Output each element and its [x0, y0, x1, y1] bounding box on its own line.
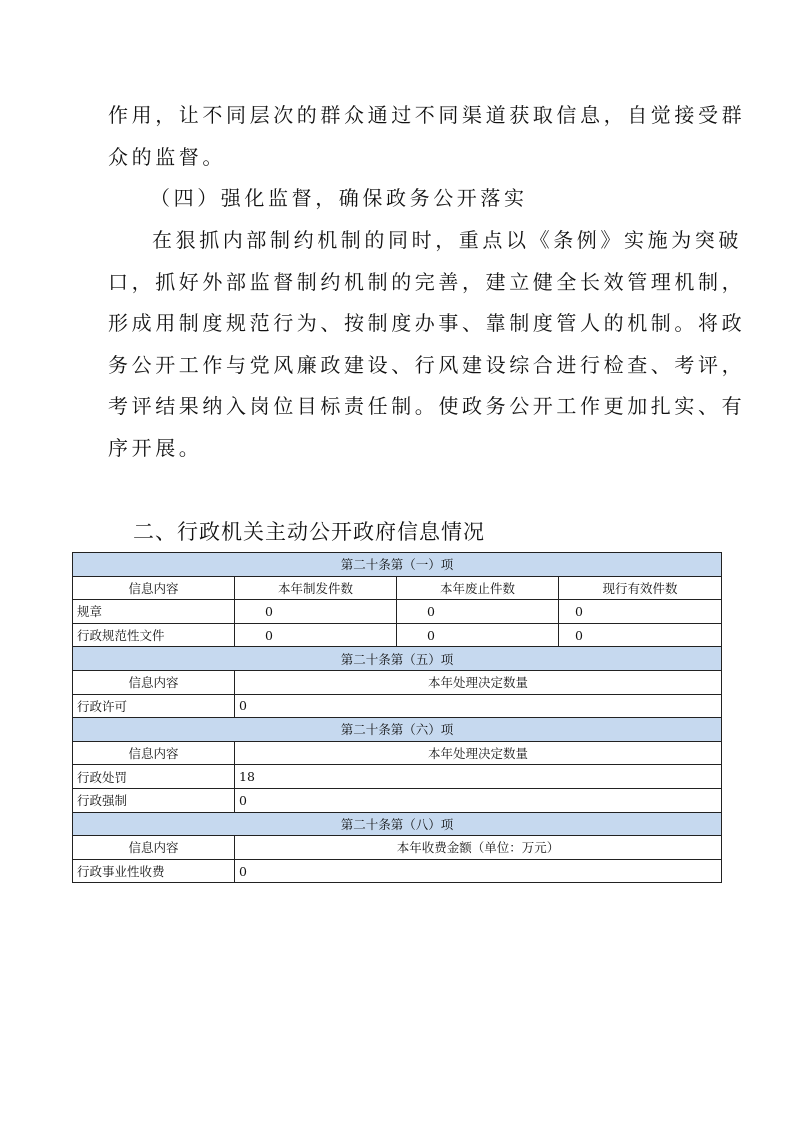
header-cell: 本年处理决定数量	[235, 670, 722, 694]
header-cell: 信息内容	[73, 670, 235, 694]
header-cell: 本年处理决定数量	[235, 741, 722, 765]
value-cell: 0	[235, 600, 397, 624]
section-title-cell: 第二十条第（一）项	[73, 553, 722, 577]
text-line: 形成用制度规范行为、按制度办事、靠制度管人的机制。将政	[108, 311, 746, 335]
table-row	[73, 788, 722, 812]
text-line: 考评结果纳入岗位目标责任制。使政务公开工作更加扎实、有	[108, 394, 746, 418]
header-cell: 本年废止件数	[397, 576, 559, 600]
row-label-cell: 行政事业性收费	[73, 859, 235, 883]
section-title-cell: 第二十条第（八）项	[73, 812, 722, 836]
table-row	[73, 765, 722, 789]
subheading-text: （四）强化监督，确保政务公开落实	[150, 186, 528, 210]
section-row	[73, 647, 722, 671]
value-cell: 0	[235, 859, 722, 883]
table-row	[73, 600, 722, 624]
value-cell: 0	[235, 694, 722, 718]
text-line: 序开展。	[108, 435, 203, 460]
header-row	[73, 576, 722, 600]
info-disclosure-table	[72, 552, 722, 883]
text-line: 众的监督。	[108, 144, 226, 169]
value-cell: 0	[397, 600, 559, 624]
value-cell: 0	[559, 623, 722, 647]
section-row	[73, 553, 722, 577]
header-cell: 信息内容	[73, 741, 235, 765]
header-cell: 本年收费金额（单位：万元）	[235, 836, 722, 860]
section-row	[73, 812, 722, 836]
row-label-cell: 行政处罚	[73, 765, 235, 789]
section-title-cell: 第二十条第（五）项	[73, 647, 722, 671]
paragraph-1	[108, 95, 746, 178]
value-cell: 0	[559, 600, 722, 624]
table-row	[73, 694, 722, 718]
header-row	[73, 836, 722, 860]
text-line: 在狠抓内部制约机制的同时，重点以《条例》实施为突破	[152, 228, 742, 252]
subheading	[150, 178, 740, 220]
text-line: 作用，让不同层次的群众通过不同渠道获取信息，自觉接受群	[108, 103, 746, 127]
header-row	[73, 670, 722, 694]
header-cell: 现行有效件数	[559, 576, 722, 600]
row-label-cell: 行政强制	[73, 788, 235, 812]
header-cell: 本年制发件数	[235, 576, 397, 600]
value-cell: 0	[235, 623, 397, 647]
header-cell: 信息内容	[73, 836, 235, 860]
row-label-cell: 规章	[73, 600, 235, 624]
section-title: 二、行政机关主动公开政府信息情况	[133, 520, 485, 544]
value-cell: 0	[397, 623, 559, 647]
section-row	[73, 718, 722, 742]
text-line: 口，抓好外部监督制约机制的完善，建立健全长效管理机制，	[108, 269, 746, 294]
header-row	[73, 741, 722, 765]
table-row	[73, 859, 722, 883]
table-row	[73, 623, 722, 647]
section-title-cell: 第二十条第（六）项	[73, 718, 722, 742]
value-cell: 0	[235, 788, 722, 812]
row-label-cell: 行政许可	[73, 694, 235, 718]
header-cell: 信息内容	[73, 576, 235, 600]
row-label-cell: 行政规范性文件	[73, 623, 235, 647]
paragraph-2	[108, 220, 746, 469]
text-line: 务公开工作与党风廉政建设、行风建设综合进行检查、考评，	[108, 352, 746, 377]
value-cell: 18	[235, 765, 722, 789]
